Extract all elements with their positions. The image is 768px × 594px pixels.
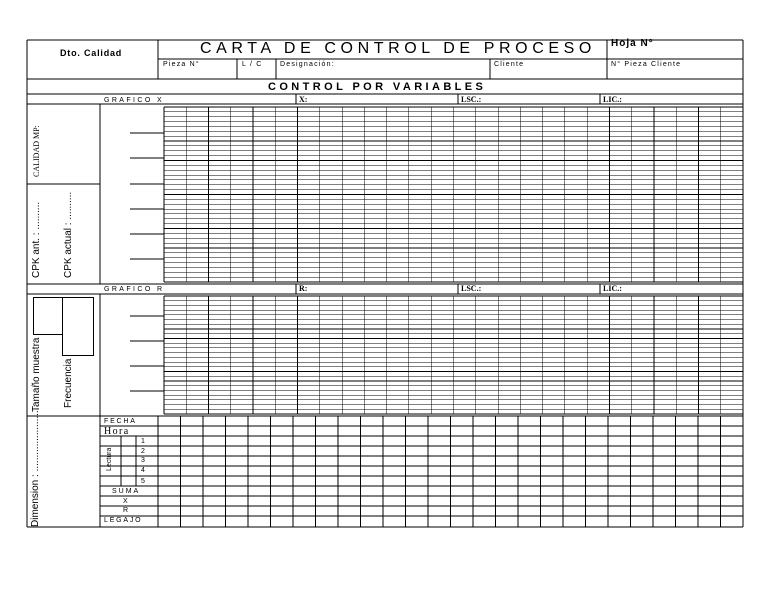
- range-row-label: R: [123, 507, 130, 514]
- chart-x-lsc-label: LSC.:: [461, 95, 482, 104]
- raw-material-quality-label: CALIDAD MP:: [32, 125, 41, 177]
- frequency-box[interactable]: [62, 297, 94, 356]
- reading-3-label: 3: [141, 457, 145, 464]
- dimension-label: Dimension : ........................: [30, 404, 41, 527]
- reading-1-label: 1: [141, 438, 145, 445]
- reading-label: Lectura: [106, 447, 113, 471]
- sum-row-label: SUMA: [112, 488, 141, 495]
- client-piece-number-label: N° Pieza Cliente: [611, 61, 682, 68]
- mean-row-label: X: [123, 498, 129, 505]
- date-row-label: FECHA: [104, 418, 137, 425]
- reading-2-label: 2: [141, 448, 145, 455]
- chart-r-label: GRAFICO R: [104, 286, 165, 293]
- department-label: Dto. Calidad: [60, 48, 123, 58]
- piece-number-label: Pieza N°: [163, 61, 200, 68]
- sheet-number-label: Hoja N°: [611, 38, 654, 49]
- reading-4-label: 4: [141, 467, 145, 474]
- chart-r-lsc-label: LSC.:: [461, 284, 482, 293]
- cpk-current-label: CPK actual : ..........: [63, 191, 74, 278]
- cpk-previous-label: CPK ant. : ..........: [31, 201, 42, 278]
- client-label: Cliente: [494, 61, 525, 68]
- chart-x-mean-label: X:: [299, 95, 308, 104]
- employee-id-row-label: LEGAJO: [104, 517, 143, 524]
- designation-label: Designación:: [280, 61, 335, 68]
- page-title: CARTA DE CONTROL DE PROCESO: [200, 40, 596, 57]
- chart-x-label: GRAFICO X: [104, 97, 165, 104]
- lc-label: L / C: [242, 61, 263, 68]
- time-row-label: Hora: [104, 426, 130, 437]
- section-subtitle: CONTROL POR VARIABLES: [268, 81, 487, 93]
- chart-r-lic-label: LIC.:: [603, 284, 622, 293]
- sample-size-label: Tamaño muestra: [31, 337, 42, 412]
- reading-5-label: 5: [141, 478, 145, 485]
- chart-r-mean-label: R:: [299, 284, 308, 293]
- chart-x-lic-label: LIC.:: [603, 95, 622, 104]
- sample-size-box[interactable]: [33, 297, 64, 335]
- frequency-label: Frecuencia: [63, 358, 74, 408]
